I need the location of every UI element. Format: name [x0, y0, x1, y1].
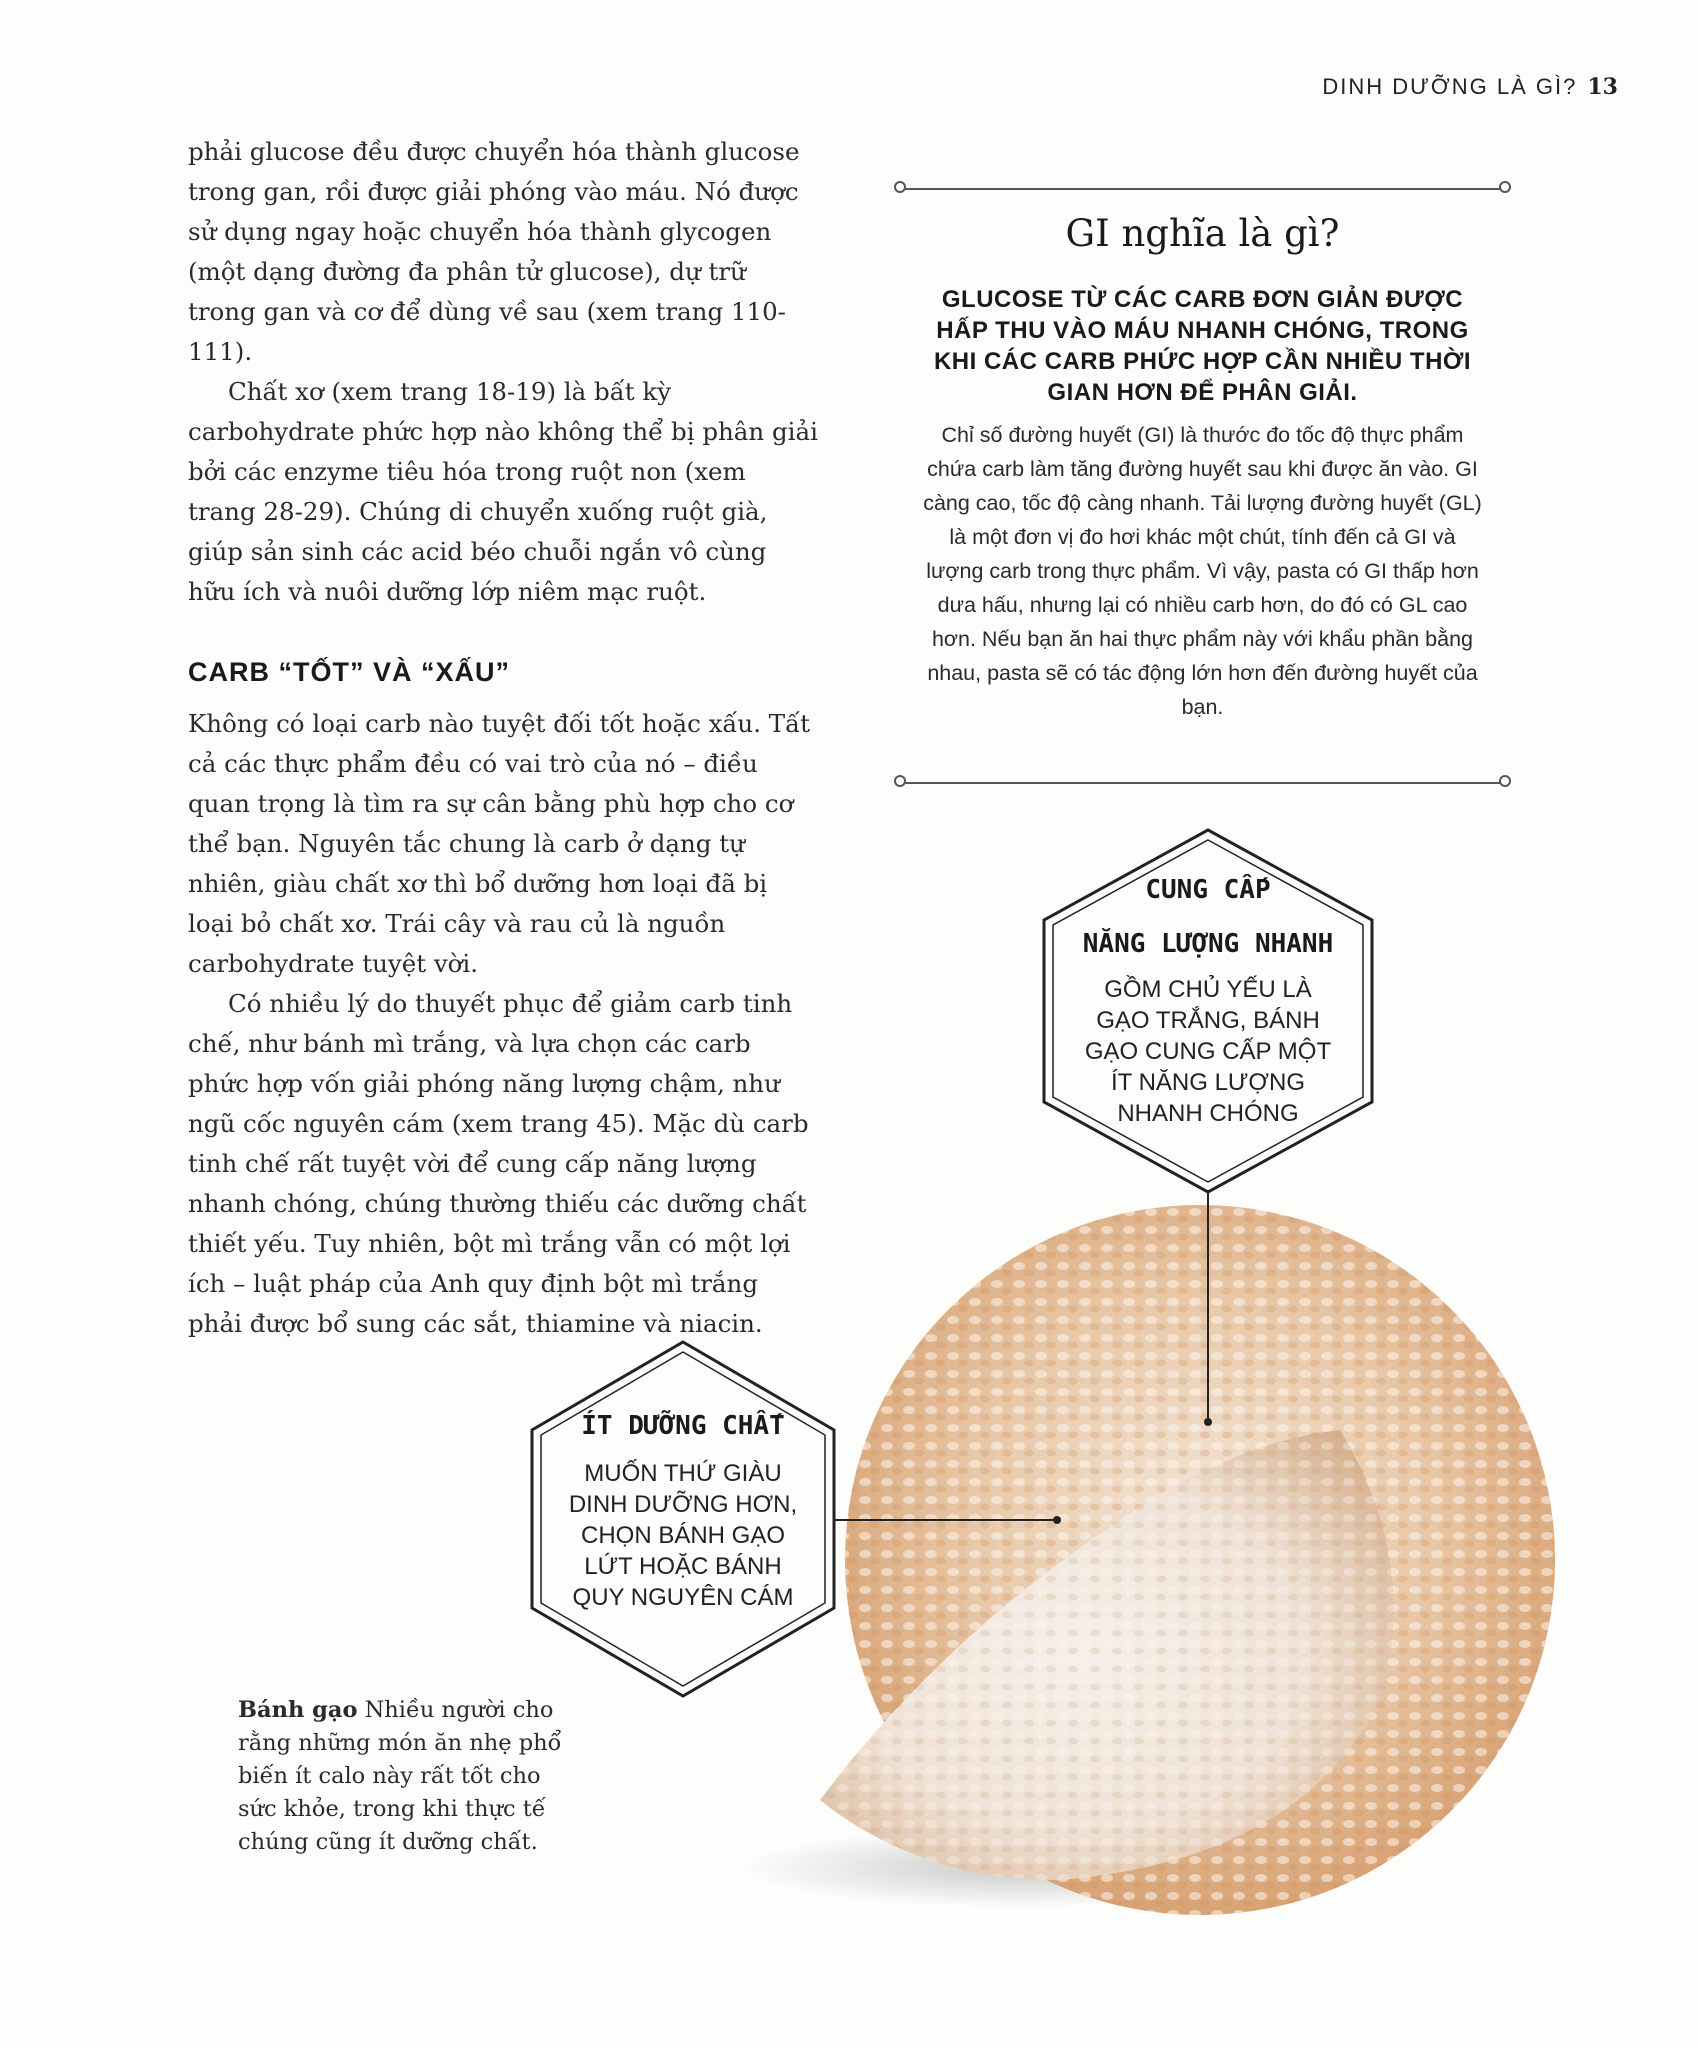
callout-energy-title-2: NĂNG LƯỢNG NHANH — [1082, 929, 1334, 959]
gi-body: Chỉ số đường huyết (GI) là thước đo tốc độ thực phẩm chứa carb làm tăng đường huyết sau khi được ăn vào. GI càng cao, tốc độ càng nhanh. Tải lượng đường huyết (GL) là một đơn vị đo hơi khác một chút, tính đến cả GI và lượng carb trong thực phẩm. Vì vậy, pasta có GI thấp hơn dưa hấu, nhưng lại có nhiều carb hơn, do đó có GL cao hơn. Nếu bạn ăn hai thực phẩm này với khẩu phần bằng nhau, pasta sẽ có tác động lớn hơn đến đường huyết của bạn. — [923, 423, 1482, 719]
section-heading: CARB “TỐT” VÀ “XẤU” — [188, 657, 510, 687]
body-paragraph-2: Chất xơ (xem trang 18-19) là bất kỳ carbohydrate phức hợp nào không thể bị phân giải bởi các enzyme tiêu hóa trong ruột non (xem trang 28-29). Chúng di chuyển xuống ruột già, giúp sản sinh các acid béo chuỗi ngắn vô cùng hữu ích và nuôi dưỡng lớp niêm mạc ruột. — [188, 377, 818, 606]
callout-energy — [1038, 826, 1378, 1196]
image-caption — [238, 1694, 568, 1859]
page-number: 13 — [1587, 74, 1618, 100]
body-paragraph-3: Không có loại carb nào tuyệt đối tốt hoặc xấu. Tất cả các thực phẩm đều có vai trò của nó – điều quan trọng là tìm ra sự cân bằng phù hợp cho cơ thể bạn. Nguyên tắc chung là carb ở dạng tự nhiên, giàu chất xơ thì bổ dưỡng hơn loại đã bị loại bỏ chất xơ. Trái cây và rau củ là nguồn carbohydrate tuyệt vời. — [188, 709, 810, 978]
gi-title: GI nghĩa là gì? — [1065, 212, 1340, 255]
callout-energy-title-1: CUNG CẤP — [1145, 875, 1271, 905]
callout-nutrients-body: MUỐN THỨ GIÀU DINH DƯỠNG HƠN, CHỌN BÁNH GẠO LỨT HOẶC BÁNH QUY NGUYÊN CÁM — [568, 1460, 798, 1611]
running-title: DINH DƯỠNG LÀ GÌ? — [1322, 74, 1578, 99]
body-paragraph-1: phải glucose đều được chuyển hóa thành glucose trong gan, rồi được giải phóng vào máu. Nó được sử dụng ngay hoặc chuyển hóa thành glycogen (một dạng đường đa phân tử glucose), dự trữ trong gan và cơ để dùng về sau (xem trang 110-111). — [188, 137, 800, 366]
caption-text: Nhiều người cho rằng những món ăn nhẹ phổ biến ít calo này rất tốt cho sức khỏe, trong khi thực tế chúng cũng ít dưỡng chất. — [238, 1697, 562, 1855]
body-paragraph-4: Có nhiều lý do thuyết phục để giảm carb tinh chế, như bánh mì trắng, và lựa chọn các carb phức hợp vốn giải phóng năng lượng chậm, như ngũ cốc nguyên cám (xem trang 45). Mặc dù carb tinh chế rất tuyệt vời để cung cấp năng lượng nhanh chóng, chúng thường thiếu các dưỡng chất thiết yếu. Tuy nhiên, bột mì trắng vẫn có một lợi ích – luật pháp của Anh quy định bột mì trắng phải được bổ sung các sắt, thiamine và niacin. — [188, 989, 809, 1338]
callout-nutrients-title: ÍT DƯỠNG CHẤT — [581, 1411, 785, 1441]
callout-energy-body: GỒM CHỦ YẾU LÀ GẠO TRẮNG, BÁNH GẠO CUNG CẤP MỘT ÍT NĂNG LƯỢNG NHANH CHÓNG — [1084, 976, 1332, 1127]
caption-lead: Bánh gạo — [238, 1697, 358, 1723]
leader-dot-energy — [1204, 1418, 1212, 1426]
gi-subtitle: GLUCOSE TỪ CÁC CARB ĐƠN GIẢN ĐƯỢC HẤP THU VÀO MÁU NHANH CHÓNG, TRONG KHI CÁC CARB PHỨC HỢP CẦN NHIỀU THỜI GIAN HƠN ĐỂ PHÂN GIẢI. — [933, 286, 1472, 406]
callout-nutrients — [526, 1338, 840, 1700]
leader-dot-nutrients — [1053, 1516, 1061, 1524]
